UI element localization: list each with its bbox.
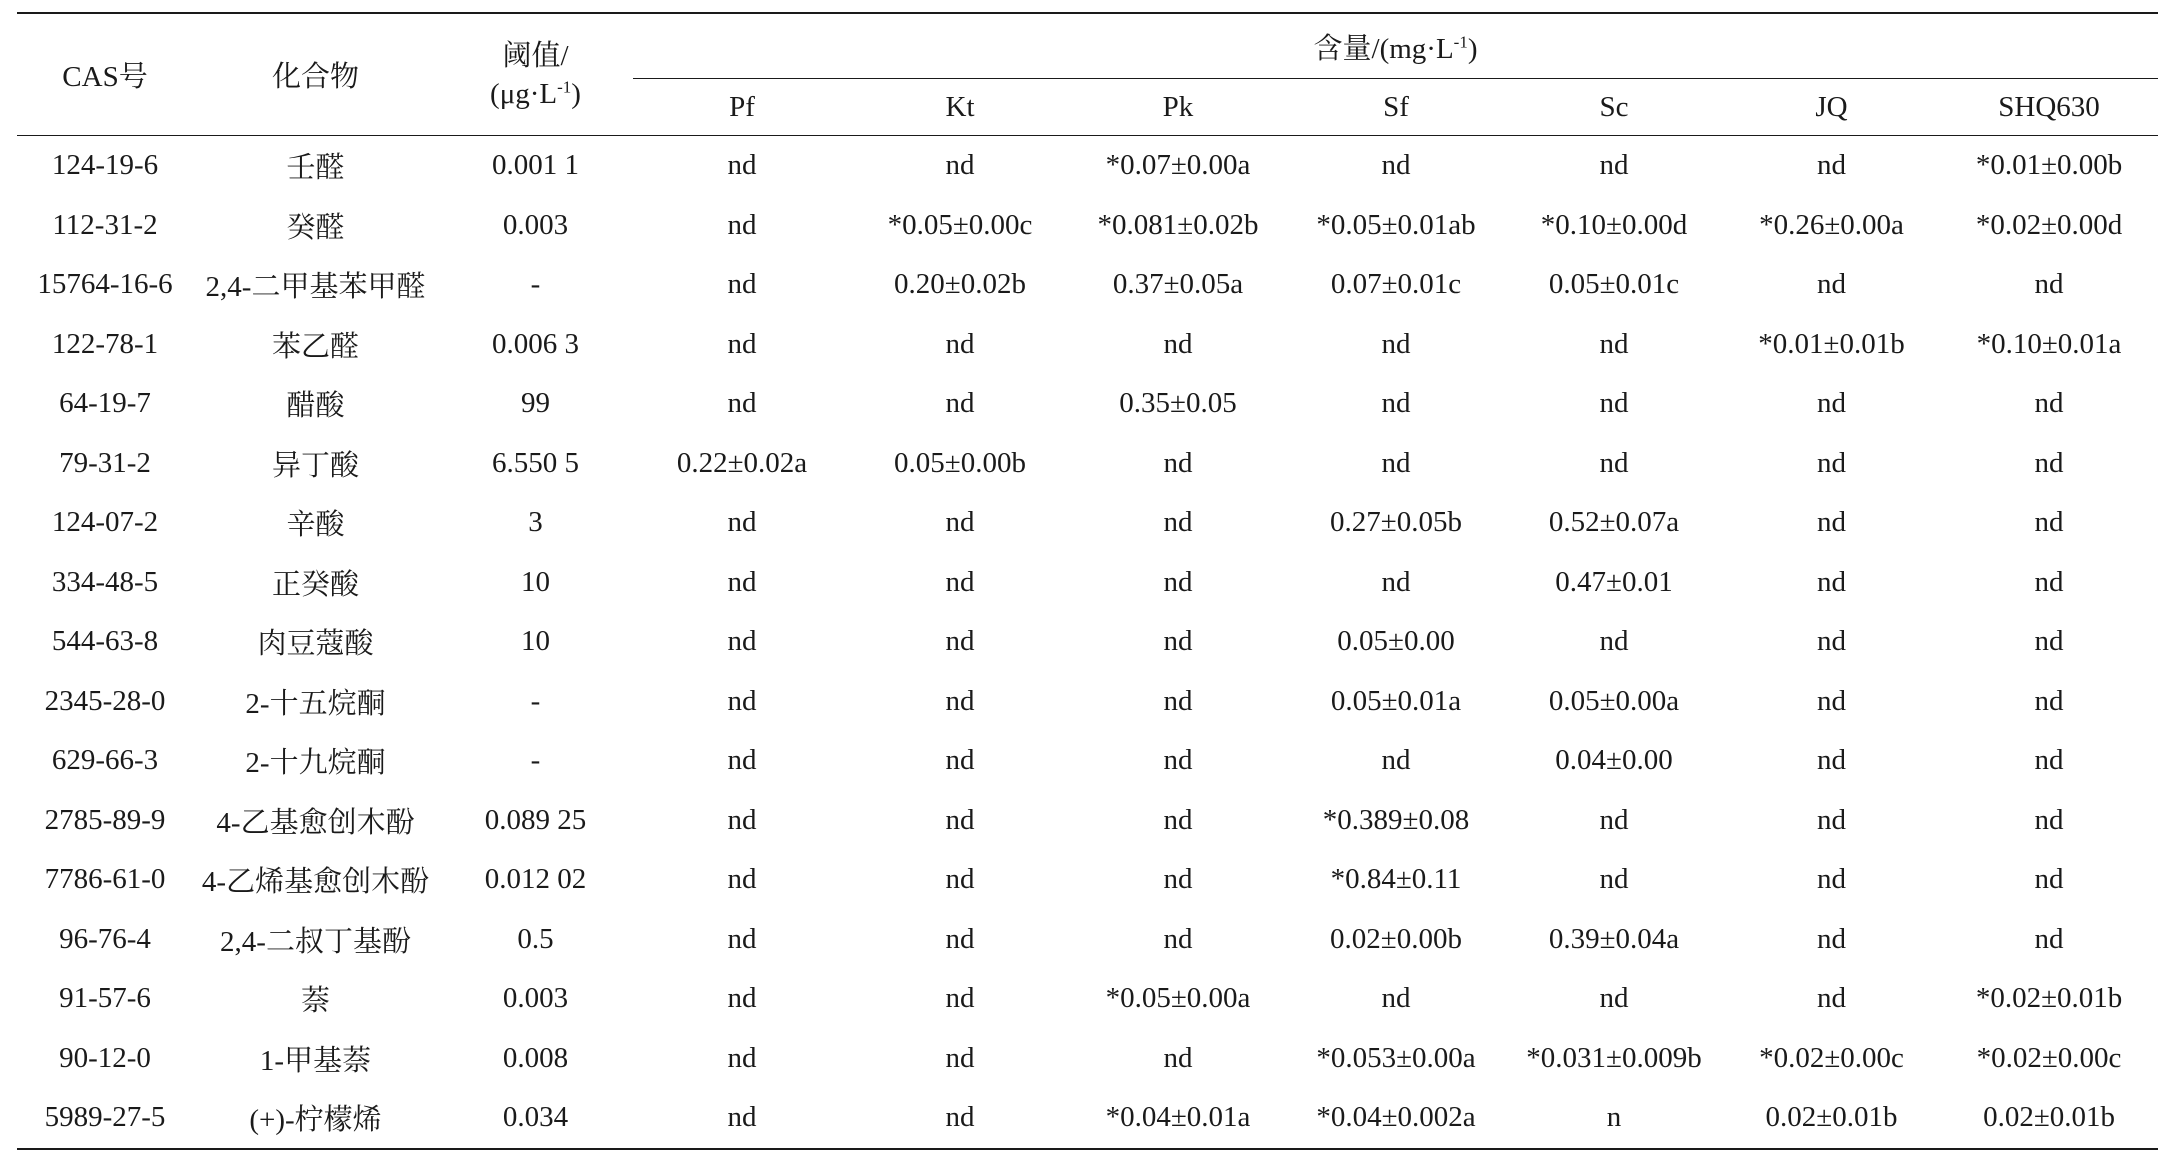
value-cell-shq630: *0.02±0.01b xyxy=(1975,982,2123,1015)
sample-header-sf: Sf xyxy=(1287,79,1505,136)
content-unit: 含量/(mg·L xyxy=(1313,32,1454,65)
value-cell-sf: 0.05±0.01a xyxy=(1330,684,1462,717)
cas-cell: 112-31-2 xyxy=(52,208,158,241)
value-cell-pf: nd xyxy=(727,625,757,658)
value-cell-jq: *0.02±0.00c xyxy=(1759,1041,1904,1074)
value-cell-pk: nd xyxy=(1163,803,1193,836)
table-row xyxy=(17,612,2158,672)
threshold-unit-exponent: -1 xyxy=(557,76,572,96)
value-cell-shq630: nd xyxy=(2034,744,2064,777)
threshold-cell: 0.089 25 xyxy=(484,803,587,836)
value-cell-shq630: *0.02±0.00c xyxy=(1976,1041,2122,1074)
threshold-cell: 0.001 1 xyxy=(492,149,579,182)
value-cell-pf: nd xyxy=(727,565,757,598)
sample-header-sc: Sc xyxy=(1505,79,1723,136)
value-cell-kt: nd xyxy=(945,684,975,717)
value-cell-sf: 0.05±0.00 xyxy=(1337,625,1455,658)
value-cell-jq: nd xyxy=(1817,684,1846,717)
cas-header: CAS号 xyxy=(17,13,193,136)
threshold-cell: 0.006 3 xyxy=(492,327,579,360)
value-cell-pf: nd xyxy=(727,744,757,777)
value-cell-pf: nd xyxy=(727,803,757,836)
cas-cell: 79-31-2 xyxy=(59,446,151,479)
value-cell-kt: nd xyxy=(945,387,975,420)
threshold-unit: (μg·L xyxy=(490,77,558,110)
sample-header-pf: Pf xyxy=(633,79,851,136)
table-row xyxy=(17,493,2158,553)
value-cell-jq: nd xyxy=(1817,565,1846,598)
compound-cell: (+)-柠檬烯 xyxy=(193,1088,438,1149)
value-cell-pk: *0.081±0.02b xyxy=(1097,208,1259,241)
value-cell-jq: nd xyxy=(1817,625,1846,658)
compound-cell: 1-甲基萘 xyxy=(259,1044,372,1077)
cas-cell: 544-63-8 xyxy=(51,625,159,658)
value-cell-kt: nd xyxy=(945,565,975,598)
value-cell-sf: *0.04±0.002a xyxy=(1287,1088,1505,1149)
table-row xyxy=(17,315,2158,375)
value-cell-kt: nd xyxy=(945,149,975,182)
value-cell-kt: 0.20±0.02b xyxy=(894,268,1026,301)
value-cell-shq630: nd xyxy=(2034,506,2064,539)
value-cell-shq630: *0.10±0.01a xyxy=(1976,327,2122,360)
value-cell-jq: *0.01±0.01b xyxy=(1758,327,1905,360)
value-cell-sf: nd xyxy=(1381,982,1411,1015)
value-cell-sc: 0.47±0.01 xyxy=(1555,565,1673,598)
value-cell-kt: nd xyxy=(945,863,975,896)
value-cell-sc: nd xyxy=(1599,327,1629,360)
value-cell-sc: 0.05±0.01c xyxy=(1548,268,1680,301)
value-cell-sc: 0.52±0.07a xyxy=(1548,506,1680,539)
threshold-header xyxy=(438,13,633,136)
cas-cell: 90-12-0 xyxy=(59,1041,151,1074)
threshold-header-line1: 阈值/ xyxy=(502,39,569,72)
compound-cell: 辛酸 xyxy=(286,509,345,542)
value-cell-kt: nd xyxy=(945,922,975,955)
value-cell-kt: nd xyxy=(945,1041,975,1074)
value-cell-sc: nd xyxy=(1599,982,1629,1015)
header-row xyxy=(17,13,2158,79)
sample-header-pk: Pk xyxy=(1069,79,1287,136)
value-cell-pf: nd xyxy=(727,208,757,241)
value-cell-sc: 0.04±0.00 xyxy=(1555,744,1673,777)
table-row xyxy=(17,910,2158,970)
value-cell-pf: nd xyxy=(727,387,757,420)
value-cell-sf: 0.02±0.00b xyxy=(1330,922,1462,955)
threshold-cell: 10 xyxy=(521,625,550,658)
value-cell-jq: 0.02±0.01b xyxy=(1723,1088,1940,1149)
compound-cell: 异丁酸 xyxy=(271,449,359,482)
value-cell-sf: 0.07±0.01c xyxy=(1330,268,1462,301)
threshold-cell: - xyxy=(530,744,541,777)
value-cell-sc: nd xyxy=(1599,625,1629,658)
threshold-cell: 0.5 xyxy=(517,922,554,955)
value-cell-shq630: nd xyxy=(2034,387,2064,420)
table-row xyxy=(17,791,2158,851)
value-cell-shq630: nd xyxy=(2034,922,2064,955)
value-cell-sc: nd xyxy=(1599,387,1629,420)
table-row xyxy=(17,969,2158,1029)
compound-cell: 2,4-二甲基苯甲醛 xyxy=(205,271,426,304)
table-row xyxy=(17,255,2158,315)
table-row xyxy=(17,672,2158,732)
value-cell-kt: nd xyxy=(945,625,975,658)
threshold-cell: 10 xyxy=(521,565,550,598)
threshold-cell: 6.550 5 xyxy=(492,446,579,479)
threshold-cell: 99 xyxy=(521,387,550,420)
value-cell-sf: nd xyxy=(1381,565,1411,598)
value-cell-sf: *0.053±0.00a xyxy=(1316,1041,1476,1074)
value-cell-pf: 0.22±0.02a xyxy=(676,446,808,479)
threshold-cell: - xyxy=(530,268,541,301)
content-unit-close: ) xyxy=(1467,32,1478,65)
table-row xyxy=(17,1088,2158,1149)
cas-cell: 334-48-5 xyxy=(51,565,159,598)
value-cell-pk: nd xyxy=(1163,744,1193,777)
value-cell-shq630: nd xyxy=(2034,863,2064,896)
cas-cell: 96-76-4 xyxy=(59,922,151,955)
value-cell-shq630: nd xyxy=(2034,803,2064,836)
value-cell-pk: nd xyxy=(1163,446,1193,479)
value-cell-pk: nd xyxy=(1163,863,1193,896)
value-cell-sc: nd xyxy=(1599,803,1629,836)
value-cell-kt: 0.05±0.00b xyxy=(894,446,1026,479)
cas-cell: 2345-28-0 xyxy=(44,684,166,717)
value-cell-kt: nd xyxy=(945,982,975,1015)
table-row xyxy=(17,196,2158,256)
compound-cell: 苯乙醛 xyxy=(271,330,359,363)
value-cell-kt: nd xyxy=(945,327,975,360)
compound-cell: 壬醛 xyxy=(286,152,345,185)
value-cell-jq: nd xyxy=(1817,387,1846,420)
value-cell-pf: nd xyxy=(633,1088,851,1149)
value-cell-sc: *0.10±0.00d xyxy=(1540,208,1688,241)
threshold-cell: 0.012 02 xyxy=(484,863,587,896)
value-cell-shq630: nd xyxy=(2034,565,2064,598)
threshold-cell: 0.008 xyxy=(502,1041,569,1074)
value-cell-shq630: nd xyxy=(2034,684,2064,717)
value-cell-sc: n xyxy=(1505,1088,1723,1149)
value-cell-sf: nd xyxy=(1381,446,1411,479)
compound-content-table xyxy=(17,12,2158,1150)
value-cell-sf: *0.389±0.08 xyxy=(1322,803,1470,836)
value-cell-pk: nd xyxy=(1163,922,1193,955)
value-cell-pk: *0.04±0.01a xyxy=(1069,1088,1287,1149)
value-cell-jq: nd xyxy=(1817,982,1846,1015)
value-cell-pf: nd xyxy=(727,684,757,717)
compound-cell: 正癸酸 xyxy=(271,568,359,601)
value-cell-jq: nd xyxy=(1817,863,1846,896)
value-cell-shq630: 0.02±0.01b xyxy=(1940,1088,2158,1149)
compound-cell: 2,4-二叔丁基酚 xyxy=(220,925,411,958)
value-cell-pf: nd xyxy=(727,268,757,301)
value-cell-jq: nd xyxy=(1817,922,1846,955)
compound-cell: 2-十五烷酮 xyxy=(245,687,386,720)
value-cell-pk: nd xyxy=(1163,625,1193,658)
value-cell-pf: nd xyxy=(727,863,757,896)
value-cell-pf: nd xyxy=(727,922,757,955)
threshold-cell: 3 xyxy=(528,506,543,539)
value-cell-jq: *0.26±0.00a xyxy=(1759,208,1904,241)
value-cell-sc: 0.05±0.00a xyxy=(1548,684,1680,717)
value-cell-shq630: *0.02±0.00d xyxy=(1975,208,2123,241)
value-cell-pf: nd xyxy=(727,506,757,539)
table-row xyxy=(17,434,2158,494)
value-cell-shq630: *0.01±0.00b xyxy=(1975,149,2123,182)
value-cell-kt: *0.05±0.00c xyxy=(887,208,1033,241)
cas-cell: 91-57-6 xyxy=(59,982,151,1015)
value-cell-pk: *0.07±0.00a xyxy=(1105,149,1251,182)
value-cell-sf: 0.27±0.05b xyxy=(1330,506,1462,539)
value-cell-pf: nd xyxy=(727,1041,757,1074)
threshold-unit-close: ) xyxy=(571,77,581,110)
threshold-cell: 0.003 xyxy=(502,208,569,241)
threshold-cell: 0.034 xyxy=(438,1088,633,1149)
compound-cell: 萘 xyxy=(300,985,330,1018)
table-row xyxy=(17,850,2158,910)
threshold-header-line2 xyxy=(438,75,633,113)
value-cell-sc: nd xyxy=(1599,863,1629,896)
value-cell-jq: nd xyxy=(1817,446,1846,479)
value-cell-sf: *0.84±0.11 xyxy=(1330,863,1462,896)
compound-cell: 2-十九烷酮 xyxy=(245,747,386,780)
sample-header-kt: Kt xyxy=(851,79,1069,136)
value-cell-pf: nd xyxy=(727,327,757,360)
value-cell-jq: nd xyxy=(1817,149,1846,182)
table-row xyxy=(17,553,2158,613)
value-cell-shq630: nd xyxy=(2034,625,2064,658)
value-cell-sf: nd xyxy=(1381,327,1411,360)
table-row xyxy=(17,374,2158,434)
value-cell-sf: *0.05±0.01ab xyxy=(1316,208,1476,241)
sample-header-shq630: SHQ630 xyxy=(1940,79,2158,136)
value-cell-jq: nd xyxy=(1817,744,1846,777)
value-cell-shq630: nd xyxy=(2034,268,2064,301)
content-unit-exponent: -1 xyxy=(1453,31,1468,51)
value-cell-jq: nd xyxy=(1817,268,1846,301)
value-cell-pk: nd xyxy=(1163,565,1193,598)
value-cell-kt: nd xyxy=(851,1088,1069,1149)
compound-cell: 4-乙基愈创木酚 xyxy=(216,806,415,839)
compound-cell: 癸醛 xyxy=(286,211,345,244)
value-cell-sc: nd xyxy=(1599,446,1629,479)
value-cell-pk: nd xyxy=(1163,1041,1193,1074)
value-cell-pk: 0.37±0.05a xyxy=(1112,268,1244,301)
table-row xyxy=(17,731,2158,791)
cas-cell: 7786-61-0 xyxy=(44,863,166,896)
cas-cell: 15764-16-6 xyxy=(37,268,173,301)
value-cell-pk: nd xyxy=(1163,506,1193,539)
value-cell-kt: nd xyxy=(945,744,975,777)
value-cell-pf: nd xyxy=(727,982,757,1015)
value-cell-pf: nd xyxy=(727,149,757,182)
value-cell-jq: nd xyxy=(1817,803,1846,836)
value-cell-pk: *0.05±0.00a xyxy=(1105,982,1251,1015)
value-cell-sf: nd xyxy=(1381,744,1411,777)
value-cell-jq: nd xyxy=(1817,506,1846,539)
value-cell-sc: *0.031±0.009b xyxy=(1526,1041,1702,1074)
value-cell-sf: nd xyxy=(1381,149,1411,182)
value-cell-kt: nd xyxy=(945,803,975,836)
compound-cell: 4-乙烯基愈创木酚 xyxy=(201,866,430,899)
threshold-cell: - xyxy=(530,684,541,717)
table-row xyxy=(17,1029,2158,1089)
value-cell-shq630: nd xyxy=(2034,446,2064,479)
content-header xyxy=(633,13,2158,79)
value-cell-pk: nd xyxy=(1163,684,1193,717)
cas-cell: 124-19-6 xyxy=(51,149,159,182)
table-row xyxy=(17,136,2158,196)
cas-cell: 629-66-3 xyxy=(51,744,159,777)
threshold-cell: 0.003 xyxy=(502,982,569,1015)
cas-cell: 5989-27-5 xyxy=(17,1088,193,1149)
value-cell-pk: nd xyxy=(1163,327,1193,360)
value-cell-pk: 0.35±0.05 xyxy=(1119,387,1237,420)
cas-cell: 64-19-7 xyxy=(59,387,151,420)
value-cell-sf: nd xyxy=(1381,387,1411,420)
compound-cell: 肉豆蔻酸 xyxy=(257,628,374,661)
value-cell-sc: nd xyxy=(1599,149,1629,182)
value-cell-kt: nd xyxy=(945,506,975,539)
compound-cell: 醋酸 xyxy=(286,390,345,423)
cas-cell: 122-78-1 xyxy=(51,327,159,360)
compound-header: 化合物 xyxy=(193,13,438,136)
sample-header-jq: JQ xyxy=(1723,79,1940,136)
cas-cell: 2785-89-9 xyxy=(44,803,166,836)
cas-cell: 124-07-2 xyxy=(51,506,159,539)
value-cell-sc: 0.39±0.04a xyxy=(1548,922,1680,955)
